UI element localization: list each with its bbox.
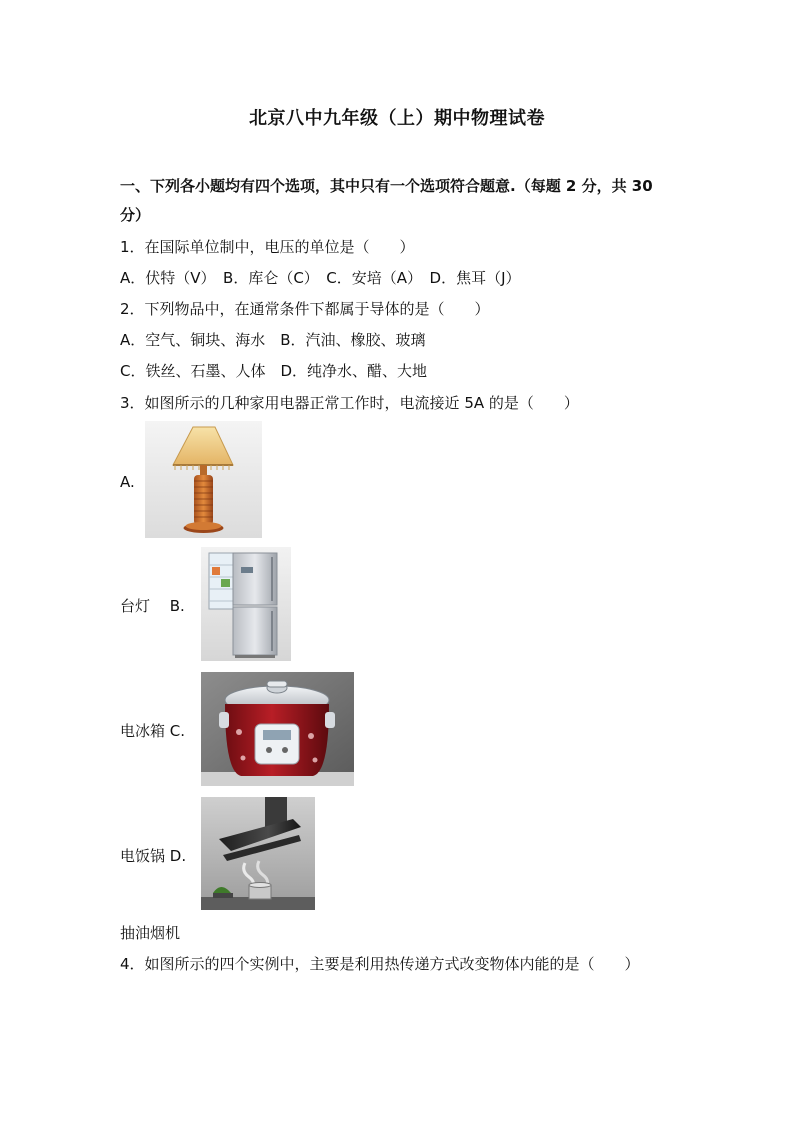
q3-c-caption-d-label: 电饭锅 D.: [120, 847, 187, 865]
q2-options-ab: A．空气、铜块、海水 B．汽油、橡胶、玻璃: [120, 331, 426, 349]
q4-stem: 4．如图所示的四个实例中，主要是利用热传递方式改变物体内能的是（ ）: [120, 955, 640, 973]
section-heading-line2: 分）: [120, 206, 151, 224]
range-hood-image: [201, 797, 315, 910]
refrigerator-image: [201, 547, 291, 661]
q2-stem: 2．下列物品中，在通常条件下都属于导体的是（ ）: [120, 300, 490, 318]
q2-options-cd: C．铁丝、石墨、人体 D．纯净水、醋、大地: [120, 362, 428, 380]
rice-cooker-image: [201, 672, 354, 786]
q1-stem: 1．在国际单位制中，电压的单位是（ ）: [120, 238, 415, 256]
exam-title: 北京八中九年级（上）期中物理试卷: [249, 108, 545, 129]
q1-options: A．伏特（V） B．库仑（C） C．安培（A） D．焦耳（J）: [120, 269, 521, 287]
q3-option-a-label: A.: [120, 473, 135, 491]
q3-stem: 3．如图所示的几种家用电器正常工作时，电流接近 5A 的是（ ）: [120, 394, 579, 412]
section-heading-line1: 一、下列各小题均有四个选项，其中只有一个选项符合题意.（每题 2 分，共 30: [120, 177, 653, 195]
table-lamp-image: [145, 421, 262, 538]
q3-d-caption: 抽油烟机: [120, 924, 181, 942]
q3-b-caption-c-label: 电冰箱 C.: [120, 722, 186, 740]
q3-a-caption-b-label: 台灯 B.: [120, 597, 185, 615]
